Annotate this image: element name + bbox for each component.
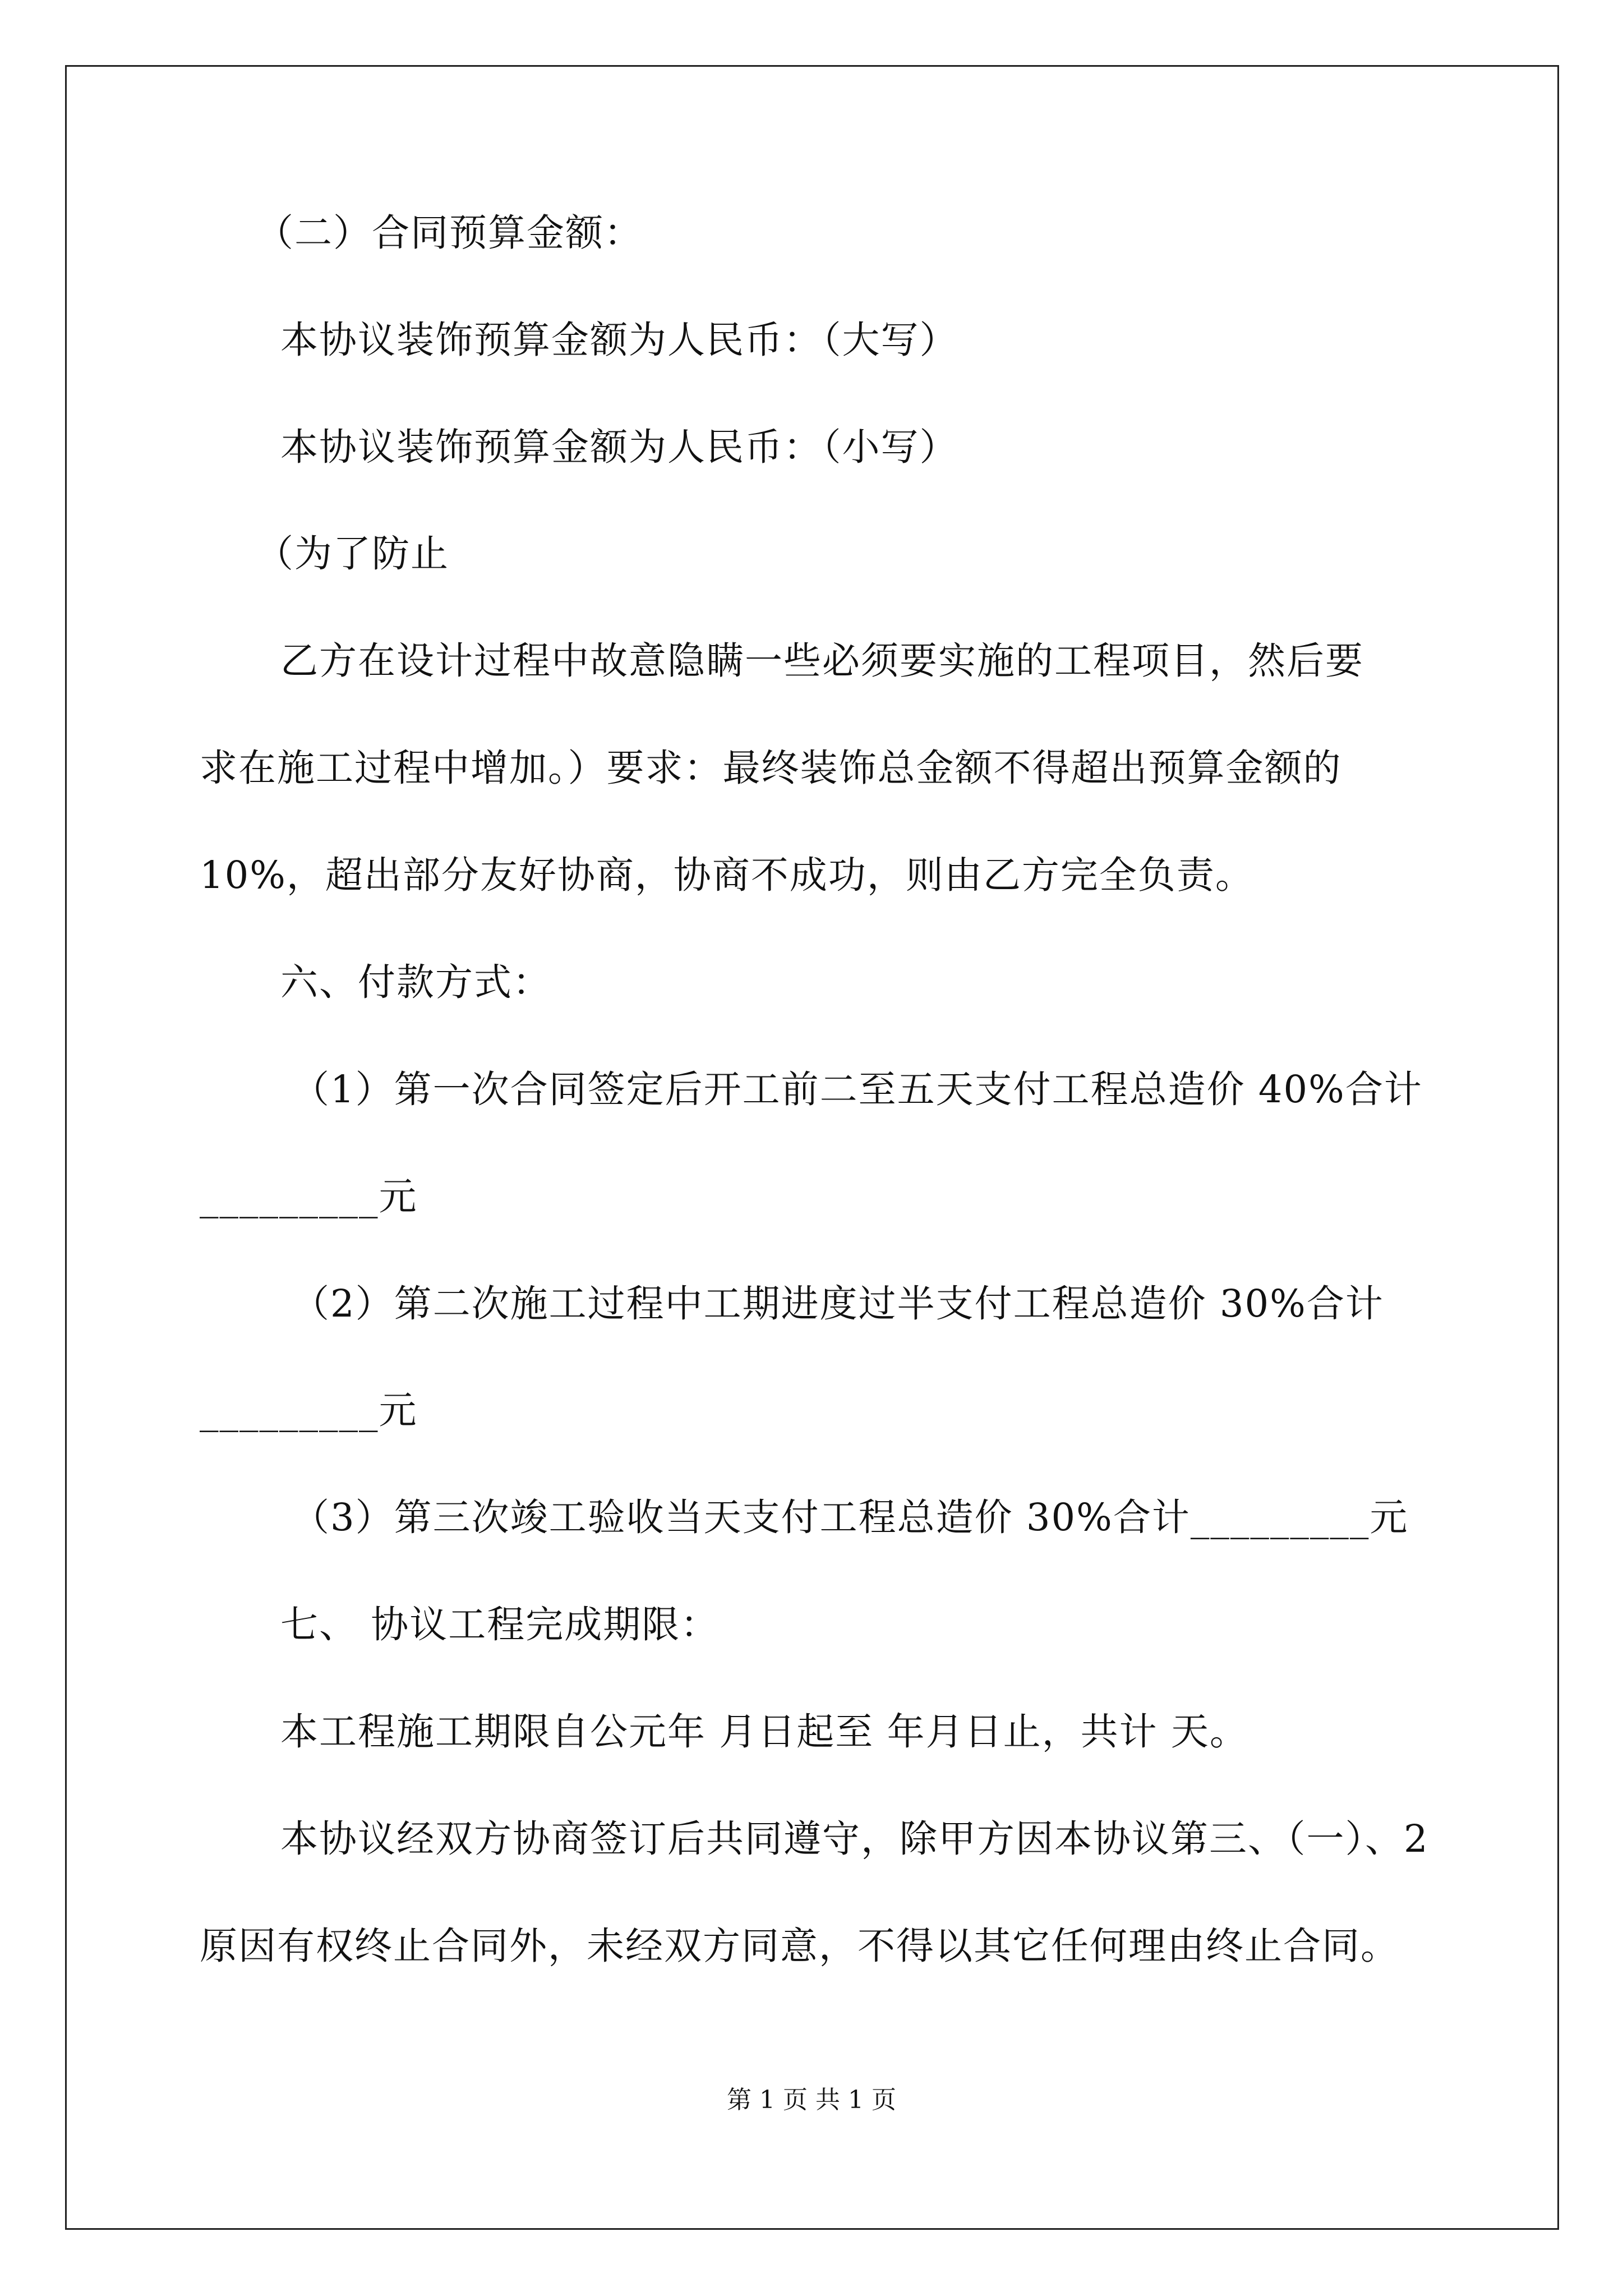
text-line-ten-percent: 10%，超出部分友好协商，协商不成功，则由乙方完全负责。 xyxy=(200,853,1254,897)
text-line-prevent: （为了防止 xyxy=(256,532,449,576)
text-line-agreement: 本协议经双方协商签订后共同遵守，除甲方因本协议第三、（一）、2 xyxy=(280,1817,1429,1861)
text-line-requirement: 求在施工过程中增加。）要求：最终装饰总金额不得超出预算金额的 xyxy=(200,746,1342,790)
page-border xyxy=(65,65,1559,2230)
section-heading-payment: 六、付款方式： xyxy=(280,960,551,1004)
text-line-budget-uppercase: 本协议装饰预算金额为人民币：（大写） xyxy=(280,318,958,362)
page-footer: 第 1 页 共 1 页 xyxy=(727,2086,896,2114)
section-heading-completion: 七、 协议工程完成期限： xyxy=(280,1603,720,1646)
payment-item-2: （2）第二次施工过程中工期进度过半支付工程总造价 30%合计 xyxy=(292,1282,1384,1326)
section-heading-budget: （二）合同预算金额： xyxy=(256,211,643,255)
payment-item-2-amount: _________元 xyxy=(200,1388,418,1432)
payment-item-1-amount: _________元 xyxy=(200,1175,418,1218)
text-line-party-b: 乙方在设计过程中故意隐瞒一些必须要实施的工程项目，然后要 xyxy=(280,639,1364,683)
text-line-budget-lowercase: 本协议装饰预算金额为人民币：（小写） xyxy=(280,425,958,469)
payment-item-1: （1）第一次合同签定后开工前二至五天支付工程总造价 40%合计 xyxy=(292,1068,1423,1111)
text-line-termination: 原因有权终止合同外，未经双方同意，不得以其它任何理由终止合同。 xyxy=(200,1924,1399,1968)
text-line-period: 本工程施工期限自公元年 月日起至 年月日止，共计 天。 xyxy=(280,1710,1248,1754)
payment-item-3: （3）第三次竣工验收当天支付工程总造价 30%合计_________元 xyxy=(292,1496,1409,1539)
